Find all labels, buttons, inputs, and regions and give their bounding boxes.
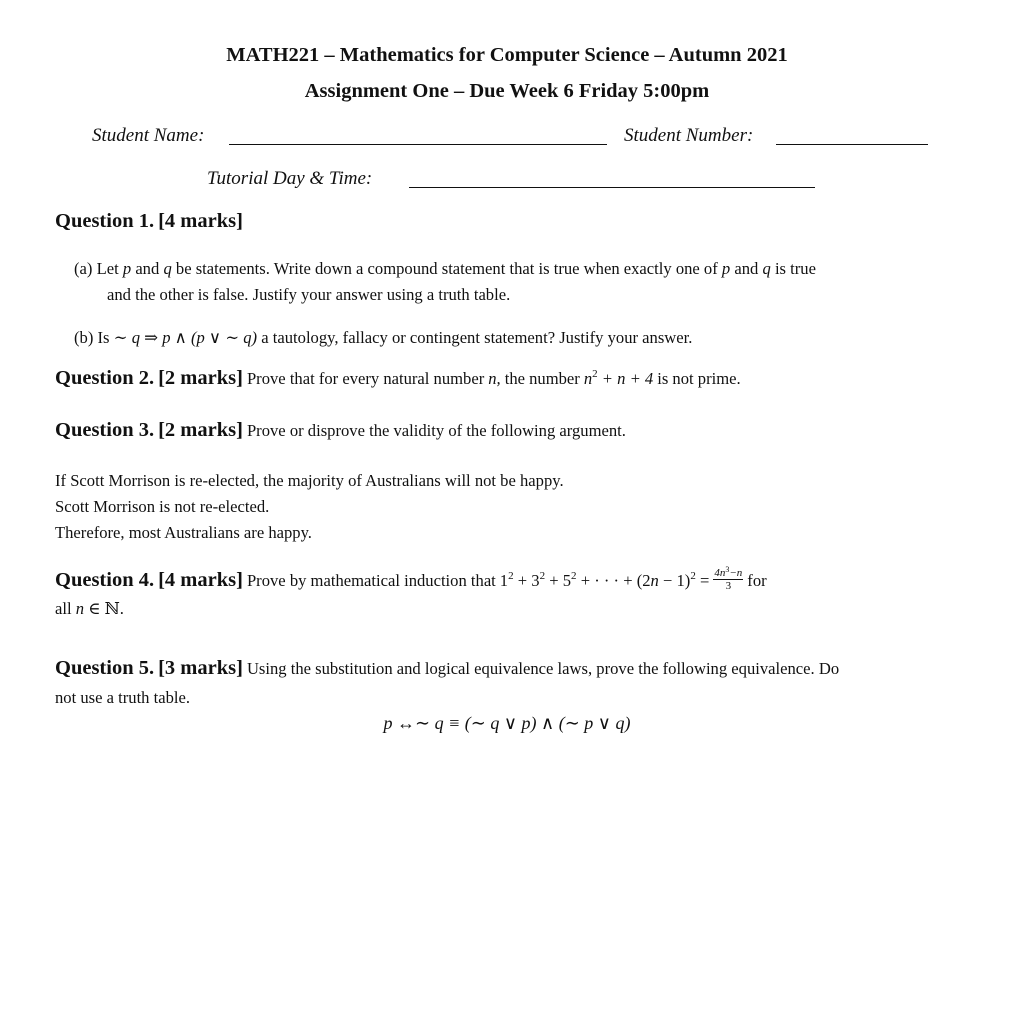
q1b-text: Is [97,328,110,347]
q4-text: Prove by mathematical induction that [246,571,496,590]
q1a-var-q: q [762,259,771,278]
tutorial-label: Tutorial Day & Time: [207,168,373,189]
q2-text: the number [504,369,580,388]
question-5-line1 [55,657,839,680]
assignment-subtitle: Assignment One – Due Week 6 Friday 5:00pm [304,80,710,102]
argument-premise-2: Scott Morrison is not re-elected. [55,497,270,516]
q2-var-n: n, [488,369,501,388]
student-name-line [229,144,607,145]
q1a-text: and [734,259,759,278]
q1a-label: (a) [74,259,93,278]
q2-expression: $n^2 + n + 4$ [583,368,654,388]
q1a-var-q: q [163,259,172,278]
q4-fraction: $\frac{4n^3-n}{3}$ [714,564,743,592]
q1a-text: and [135,259,160,278]
q1a-text: Let [96,259,119,278]
question-1b [74,328,692,348]
question-5-marks: [3 marks] [158,657,243,679]
question-1a-line1 [74,259,816,279]
question-3-marks: [2 marks] [158,419,243,441]
student-number-label: Student Number: [624,125,754,146]
question-3-label: Question 3. [55,419,155,441]
argument-premise-1: If Scott Morrison is re-elected, the majority of Australians will not be happy. [55,471,564,490]
q1b-label: (b) [74,328,94,347]
q5-equivalence-formula: p ↔∼ q ≡ (∼ q ∨ p) ∧ (∼ p ∨ q) [383,713,631,733]
q1a-var-p: p [122,259,132,278]
question-1-heading [55,210,243,233]
q1b-text: a tautology, fallacy or contingent statement? Justify your answer. [261,328,693,347]
question-5-line2: not use a truth table. [55,688,191,707]
question-5-label: Question 5. [55,657,155,679]
question-1a-line2: and the other is false. Justify your answer using a truth table. [107,285,511,304]
q1b-formula: ∼ q ⇒ p ∧ (p ∨ ∼ q) [113,328,258,347]
q4-text: for [747,571,767,590]
question-4-line2: all n ∈ ℕ. [55,599,124,618]
question-4-line1 [55,564,767,595]
question-4-marks: [4 marks] [158,569,243,591]
q4-series: $1^2 + 3^2 + 5^2$ + · · · + $(2n - 1)^2$ = [499,570,710,590]
q1a-text: is true [774,259,816,278]
q2-text: Prove that for every natural number [246,369,485,388]
q1a-var-p: p [721,259,731,278]
q2-text: is not prime. [657,369,741,388]
student-name-label: Student Name: [92,125,205,146]
question-2 [55,367,741,390]
question-2-marks: [2 marks] [158,367,243,389]
tutorial-line [409,187,815,188]
question-4-label: Question 4. [55,569,155,591]
question-1-marks: [4 marks] [158,210,243,232]
question-1-label: Question 1. [55,210,155,232]
q5-text: Using the substitution and logical equivalence laws, prove the following equivalence. Do [246,659,840,678]
q1a-text: be statements. Write down a compound statement that is true when exactly one of [175,259,718,278]
page-title: MATH221 – Mathematics for Computer Science – Autumn 2021 [226,44,788,66]
q3-text: Prove or disprove the validity of the following argument. [246,421,626,440]
student-number-line [776,144,928,145]
argument-conclusion: Therefore, most Australians are happy. [55,523,312,542]
question-2-label: Question 2. [55,367,155,389]
question-3 [55,419,626,442]
